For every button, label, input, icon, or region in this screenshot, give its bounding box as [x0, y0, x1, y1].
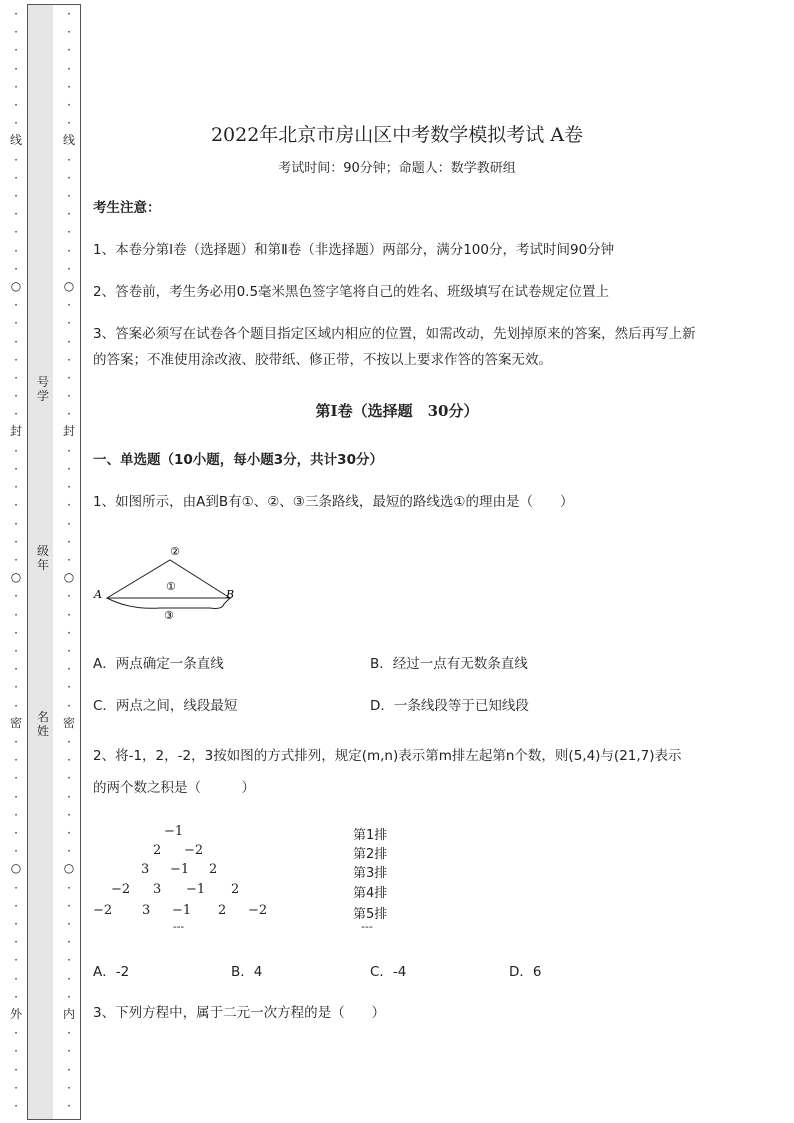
section-title: 第Ⅰ卷（选择题 30分） — [315, 402, 479, 420]
ellipsis-right: --- — [361, 920, 373, 933]
margin-dot: · — [14, 699, 18, 713]
margin-dot: · — [67, 1044, 71, 1058]
margin-dot: · — [14, 43, 18, 57]
margin-dot: · — [14, 62, 18, 76]
r5-n1: −2 — [93, 903, 113, 918]
margin-dot: · — [14, 189, 18, 203]
margin-dot: · — [14, 225, 18, 239]
margin-dot: · — [67, 25, 71, 39]
margin-dot: · — [14, 316, 18, 330]
margin-dot: · — [14, 262, 18, 276]
inner-mark-circle-1: ○ — [63, 279, 75, 293]
margin-dot: · — [67, 462, 71, 476]
r2-n1: 2 — [153, 843, 162, 858]
margin-dot: · — [14, 844, 18, 858]
margin-dot: · — [67, 990, 71, 1004]
margin-dot: · — [67, 207, 71, 221]
route-3-curve — [107, 598, 230, 609]
margin-dot: · — [14, 1063, 18, 1077]
notice-item-3-line2: 的答案；不准使用涂改液、胶带纸、修正带，不按以上要求作答的答案无效。 — [93, 352, 552, 368]
margin-dot: · — [67, 62, 71, 76]
margin-dot: · — [67, 98, 71, 112]
margin-dot: · — [14, 517, 18, 531]
margin-dot: · — [14, 407, 18, 421]
margin-dot: · — [14, 25, 18, 39]
margin-dot: · — [67, 153, 71, 167]
q1-option-a: A．两点确定一条直线 — [93, 656, 224, 672]
margin-dot: · — [67, 953, 71, 967]
margin-dot: · — [14, 480, 18, 494]
margin-dot: · — [67, 116, 71, 130]
part-heading: 一、单选题（10小题，每小题3分，共计30分） — [93, 452, 383, 468]
margin-dot: · — [67, 644, 71, 658]
margin-dot: · — [14, 7, 18, 21]
q1-option-d: D．一条线段等于已知线段 — [370, 698, 529, 714]
row-label-1: 第1排 — [353, 828, 388, 843]
outer-mark-mi: 密 — [9, 716, 22, 730]
margin-dot: · — [67, 881, 71, 895]
margin-dot: · — [67, 43, 71, 57]
r5-n3: −1 — [172, 903, 192, 918]
margin-dot: · — [14, 335, 18, 349]
margin-dot: · — [67, 844, 71, 858]
margin-dot: · — [14, 498, 18, 512]
margin-dot: · — [14, 444, 18, 458]
margin-dot: · — [67, 189, 71, 203]
margin-dot: · — [67, 626, 71, 640]
q1-option-b: B．经过一点有无数条直线 — [370, 656, 528, 672]
margin-dot: · — [14, 553, 18, 567]
q1-stem: 1、如图所示，由A到B有①、②、③三条路线，最短的路线选①的理由是（ ） — [93, 494, 574, 510]
margin-dot: · — [67, 699, 71, 713]
margin-dot: · — [67, 1081, 71, 1095]
margin-dot: · — [67, 790, 71, 804]
margin-dot: · — [67, 353, 71, 367]
notice-item-2: 2、答卷前，考生务必用0.5毫米黑色签字笔将自己的姓名、班级填写在试卷规定位置上 — [93, 284, 610, 300]
label-circle-1: ① — [166, 580, 176, 593]
margin-dot: · — [67, 589, 71, 603]
margin-dot: · — [14, 116, 18, 130]
margin-dot: · — [67, 1026, 71, 1040]
margin-dot: · — [14, 1081, 18, 1095]
margin-dot: · — [14, 735, 18, 749]
q2-stem-line1: 2、将-1，2，-2，3按如图的方式排列，规定(m,n)表示第m排左起第n个数，则(5,4)与(21,7)表示 — [93, 748, 682, 764]
margin-dot: · — [67, 826, 71, 840]
r4-n2: 3 — [153, 882, 162, 897]
margin-dot: · — [67, 753, 71, 767]
margin-dot: · — [14, 680, 18, 694]
notice-item-1: 1、本卷分第Ⅰ卷（选择题）和第Ⅱ卷（非选择题）两部分，满分100分，考试时间90分钟 — [93, 242, 615, 258]
margin-dot: · — [67, 917, 71, 931]
margin-dot: · — [14, 771, 18, 785]
margin-dot: · — [67, 225, 71, 239]
margin-dot: · — [14, 535, 18, 549]
margin-dot: · — [14, 207, 18, 221]
margin-dot: · — [14, 608, 18, 622]
inner-mark-xian: 线 — [62, 133, 75, 147]
page-title: 2022年北京市房山区中考数学模拟考试 A卷 — [210, 124, 584, 146]
margin-dot: · — [14, 1026, 18, 1040]
q2-option-d: D．6 — [509, 964, 542, 980]
margin-dot: · — [14, 972, 18, 986]
margin-dot: · — [67, 7, 71, 21]
row-label-4: 第4排 — [353, 886, 388, 901]
margin-dot: · — [67, 972, 71, 986]
inner-mark-circle-3: ○ — [63, 861, 75, 875]
margin-dot: · — [14, 990, 18, 1004]
r4-n1: −2 — [111, 882, 131, 897]
margin-dot: · — [14, 298, 18, 312]
margin-dot: · — [14, 899, 18, 913]
margin-dot: · — [67, 335, 71, 349]
field-xingming: 名姓 — [36, 710, 49, 738]
margin-dot: · — [67, 662, 71, 676]
margin-dot: · — [14, 462, 18, 476]
margin-dot: · — [14, 626, 18, 640]
notice-heading: 考生注意： — [93, 200, 161, 216]
margin-dot: · — [14, 644, 18, 658]
margin-dot: · — [67, 444, 71, 458]
row-label-2: 第2排 — [353, 847, 388, 862]
label-A: A — [94, 588, 102, 601]
margin-dot: · — [14, 1099, 18, 1113]
margin-dot: · — [67, 735, 71, 749]
r3-n1: 3 — [141, 862, 150, 877]
r4-n4: 2 — [231, 882, 240, 897]
margin-dot: · — [14, 953, 18, 967]
label-circle-3: ③ — [164, 609, 174, 622]
r1-n1: −1 — [164, 824, 184, 839]
inner-mark-nei: 内 — [62, 1007, 75, 1021]
q1-figure — [90, 540, 250, 625]
margin-dot: · — [67, 517, 71, 531]
margin-dot: · — [14, 790, 18, 804]
inner-mark-feng: 封 — [62, 424, 75, 438]
margin-dot: · — [67, 371, 71, 385]
r5-n2: 3 — [142, 903, 151, 918]
margin-dot: · — [14, 171, 18, 185]
q2-stem-line2: 的两个数之积是（ ） — [93, 780, 255, 796]
margin-dot: · — [14, 98, 18, 112]
margin-dot: · — [67, 80, 71, 94]
margin-dot: · — [67, 1099, 71, 1113]
margin-dot: · — [67, 680, 71, 694]
q1-option-c: C．两点之间，线段最短 — [93, 698, 238, 714]
margin-dot: · — [14, 935, 18, 949]
margin-dot: · — [14, 353, 18, 367]
outer-mark-xian: 线 — [9, 133, 22, 147]
margin-dot: · — [14, 753, 18, 767]
margin-dot: · — [14, 153, 18, 167]
r5-n5: −2 — [248, 903, 268, 918]
label-circle-2: ② — [170, 545, 180, 558]
page-subtitle: 考试时间：90分钟；命题人：数学教研组 — [278, 161, 516, 176]
margin-dot: · — [67, 407, 71, 421]
r3-n3: 2 — [209, 862, 218, 877]
margin-dot: · — [67, 262, 71, 276]
outer-mark-wai: 外 — [9, 1007, 22, 1021]
outer-mark-circle-1: ○ — [10, 279, 22, 293]
ellipsis-left: --- — [173, 920, 185, 933]
margin-dot: · — [67, 1063, 71, 1077]
margin-dot: · — [14, 917, 18, 931]
margin-dot: · — [67, 935, 71, 949]
field-xuehao: 号学 — [36, 375, 49, 403]
r4-n3: −1 — [186, 882, 206, 897]
margin-dot: · — [14, 662, 18, 676]
q2-option-a: A．-2 — [93, 964, 130, 980]
margin-dot: · — [14, 80, 18, 94]
outer-mark-feng: 封 — [9, 424, 22, 438]
q2-option-c: C．-4 — [370, 964, 407, 980]
field-nianji: 级年 — [36, 544, 49, 572]
inner-mark-circle-2: ○ — [63, 570, 75, 584]
margin-dot: · — [67, 553, 71, 567]
margin-dot: · — [67, 771, 71, 785]
margin-dot: · — [67, 298, 71, 312]
margin-dot: · — [14, 244, 18, 258]
margin-dot: · — [14, 371, 18, 385]
margin-dot: · — [14, 1044, 18, 1058]
q2-option-b: B．4 — [231, 964, 263, 980]
outer-mark-circle-3: ○ — [10, 861, 22, 875]
margin-dot: · — [67, 899, 71, 913]
margin-dot: · — [14, 808, 18, 822]
label-B: B — [226, 588, 235, 601]
q3-stem: 3、下列方程中，属于二元一次方程的是（ ） — [93, 1005, 386, 1021]
margin-dot: · — [14, 881, 18, 895]
margin-dot: · — [67, 171, 71, 185]
margin-dot: · — [67, 608, 71, 622]
r2-n2: −2 — [184, 843, 204, 858]
notice-item-3-line1: 3、答案必须写在试卷各个题目指定区域内相应的位置，如需改动，先划掉原来的答案，然后再写上新 — [93, 326, 696, 342]
margin-dot: · — [67, 316, 71, 330]
r5-n4: 2 — [218, 903, 227, 918]
margin-dot: · — [67, 244, 71, 258]
margin-dot: · — [67, 498, 71, 512]
inner-mark-mi: 密 — [62, 716, 75, 730]
margin-dot: · — [67, 535, 71, 549]
margin-dot: · — [67, 480, 71, 494]
margin-dot: · — [67, 389, 71, 403]
margin-dot: · — [14, 826, 18, 840]
row-label-5: 第5排 — [353, 907, 388, 922]
margin-dot: · — [67, 808, 71, 822]
outer-mark-circle-2: ○ — [10, 570, 22, 584]
margin-dot: · — [14, 389, 18, 403]
margin-dot: · — [14, 589, 18, 603]
row-label-3: 第3排 — [353, 866, 388, 881]
r3-n2: −1 — [170, 862, 190, 877]
